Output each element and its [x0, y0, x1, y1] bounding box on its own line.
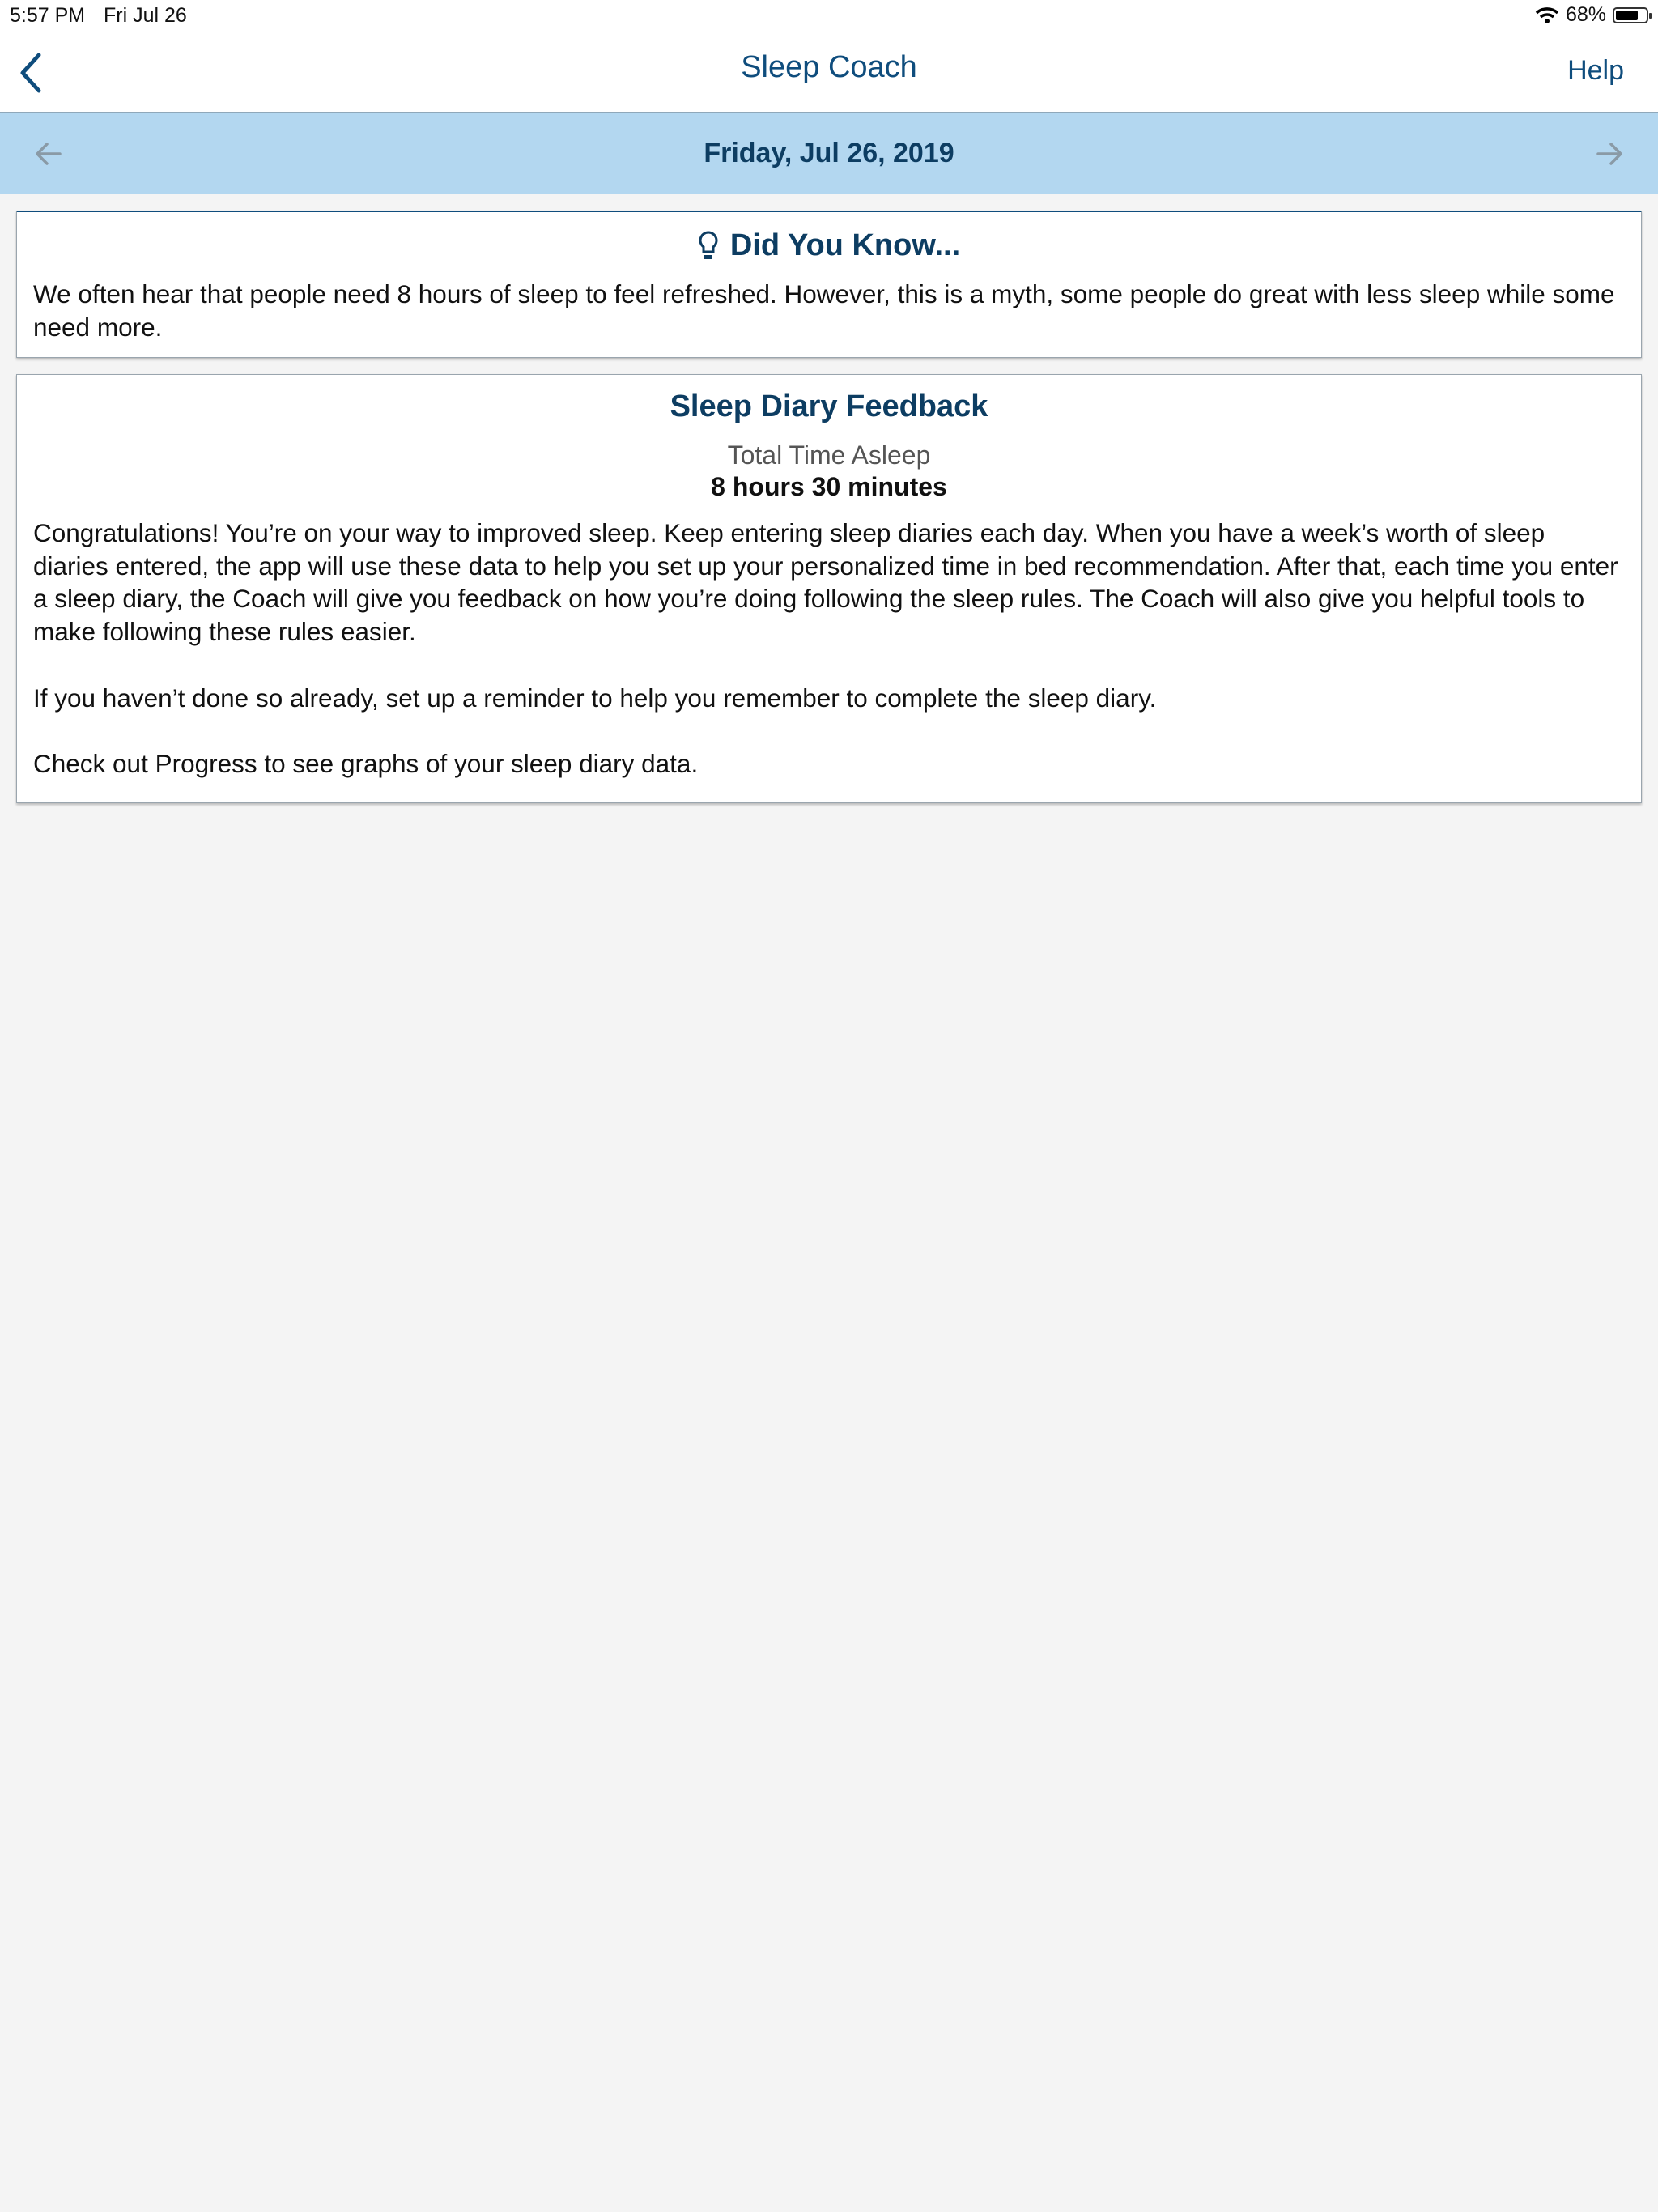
- help-button[interactable]: Help: [1567, 55, 1624, 86]
- nav-bar: [0, 32, 1658, 113]
- battery-percent: 68%: [1565, 3, 1606, 26]
- wifi-icon: [1535, 6, 1559, 25]
- total-time-asleep-label: Total Time Asleep: [727, 440, 931, 470]
- status-bar: [0, 0, 1658, 32]
- did-you-know-card: [16, 211, 1642, 358]
- total-time-asleep-value: 8 hours 30 minutes: [711, 472, 947, 501]
- feedback-title: Sleep Diary Feedback: [670, 389, 988, 423]
- feedback-paragraph: Congratulations! You’re on your way to improved sleep. Keep entering sleep diaries each day. When you have a week’s worth of sleep diaries entered, the app will use these data to help you set up your personalized time in bed recommendation. After that, each time you enter a sleep diary, the Coach will give you feedback on how you’re doing following the sleep rules. The Coach will also give you helpful tools to make following these rules easier.: [33, 518, 1618, 647]
- arrow-right-icon: [1592, 136, 1627, 172]
- did-you-know-title: Did You Know...: [729, 228, 961, 262]
- feedback-paragraph: If you haven’t done so already, set up a reminder to help you remember to complete the sleep diary.: [33, 683, 1157, 713]
- next-day-button[interactable]: [1592, 136, 1627, 172]
- feedback-body: [17, 517, 1641, 781]
- status-date: Fri Jul 26: [104, 4, 187, 27]
- feedback-paragraph: Check out Progress to see graphs of your sleep diary data.: [33, 748, 699, 778]
- current-date: Friday, Jul 26, 2019: [704, 138, 954, 168]
- did-you-know-heading: [17, 212, 1641, 263]
- status-right: [1535, 3, 1648, 27]
- sleep-diary-feedback-card: [16, 374, 1642, 803]
- date-navigator: [0, 113, 1658, 194]
- page-title: Sleep Coach: [741, 50, 917, 84]
- did-you-know-text: We often hear that people need 8 hours of sleep to feel refreshed. However, this is a myth, some people do great with less sleep while some need more.: [33, 279, 1615, 342]
- status-time: 5:57 PM: [10, 4, 86, 27]
- battery-icon: [1613, 7, 1648, 23]
- lightbulb-icon: [698, 230, 719, 262]
